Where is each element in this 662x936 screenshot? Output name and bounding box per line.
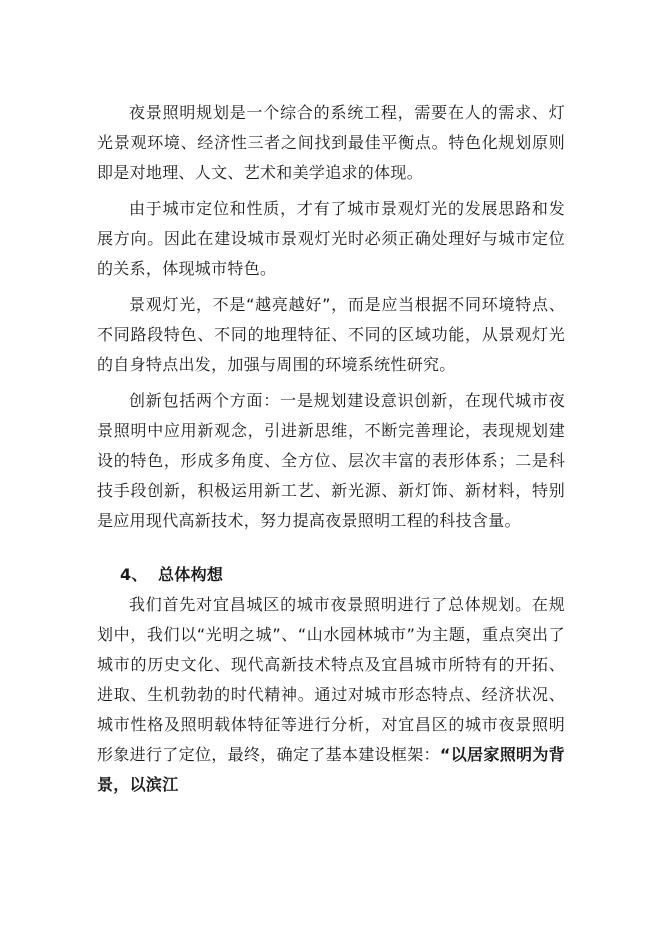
document-body (97, 98, 565, 806)
paragraph-overall-concept-text: 我们首先对宜昌城区的城市夜景照明进行了总体规划。在规划中，我们以“光明之城”、“山水园林城市”为主题，重点突出了城市的历史文化、现代高新技术特点及宜昌城市所特有的开拓、进取、生机勃勃的时代精神。通过对城市形态特点、经济状况、城市性格及照明载体特征等进行分析，对宜昌区的城市夜景照明形象进行了定位，最终，确定了基本建设框架： (97, 595, 565, 764)
paragraph-city-positioning: 由于城市定位和性质，才有了城市景观灯光的发展思路和发展方向。因此在建设城市景观灯光时必须正确处理好与城市定位的关系，体现城市特色。 (97, 199, 565, 278)
section-number: 4、 (120, 565, 148, 584)
paragraph-overall-concept (97, 590, 565, 800)
paragraph-innovation: 创新包括两个方面：一是规划建设意识创新，在现代城市夜景照明中应用新观念，引进新思维，不断完善理论，表现规划建设的特色，形成多角度、全方位、层次丰富的表形体系；二是科技手段创新，积极运用新工艺、新光源、新灯饰、新材料，特别是应用现代高新技术，努力提高夜景照明工程的科技含量。 (97, 391, 565, 530)
paragraph-overall-concept-emphasis: “以居家照明为背景，以滨江 (97, 745, 565, 794)
paragraph-planning-principle: 夜景照明规划是一个综合的系统工程，需要在人的需求、灯光景观环境、经济性三者之间找到最佳平衡点。特色化规划原则即是对地理、人文、艺术和美学追求的体现。 (97, 103, 565, 182)
paragraph-landscape-lighting: 景观灯光，不是“越亮越好”，而是应当根据不同环境特点、不同路段特色、不同的地理特征、不同的区域功能，从景观灯光的自身特点出发，加强与周围的环境系统性研究。 (97, 295, 565, 374)
section-heading (97, 560, 565, 590)
section-title: 总体构想 (158, 565, 224, 584)
